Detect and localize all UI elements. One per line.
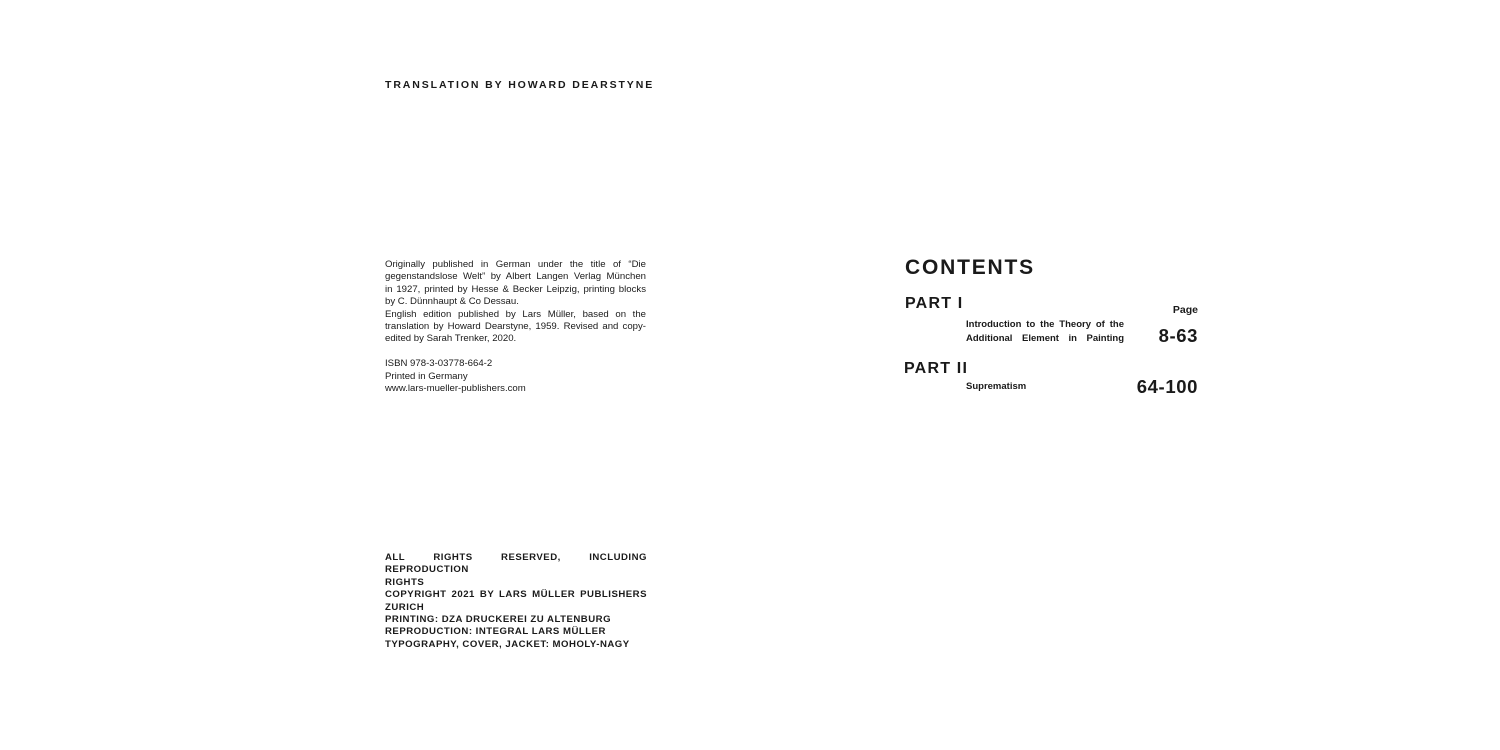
publication-line: Originally published in German under the title of “Die (385, 259, 646, 270)
publication-line: English edition published by Lars Müller, based on the (385, 308, 646, 320)
rights-line: ALL RIGHTS RESERVED, INCLUDING REPRODUCTION (385, 552, 647, 576)
part-1-title (966, 318, 1124, 346)
page-column-label: Page (1172, 304, 1198, 316)
part-1-label: PART I (905, 295, 964, 312)
rights-block (385, 552, 647, 651)
part-2-title: Suprematism (966, 381, 1027, 392)
translation-credit: TRANSLATION BY HOWARD DEARSTYNE (385, 79, 655, 91)
isbn: ISBN 978-3-03778-664-2 (385, 358, 493, 370)
printed-in: Printed in Germany (385, 370, 468, 382)
part-2-pages: 64-100 (1136, 376, 1198, 397)
rights-line: TYPOGRAPHY, COVER, JACKET: MOHOLY-NAGY (385, 638, 630, 650)
publication-info (385, 259, 646, 395)
contents-title: CONTENTS (905, 256, 1035, 279)
rights-line: PRINTING: DZA DRUCKEREI ZU ALTENBURG (385, 614, 612, 626)
publication-line: in 1927, printed by Hesse & Becker Leipzig, printing blocks (385, 283, 646, 295)
rights-line: ZURICH (385, 601, 425, 613)
rights-line: REPRODUCTION: INTEGRAL LARS MÜLLER (385, 626, 606, 638)
publication-line: translation by Howard Dearstyne, 1959. Revised and copy- (385, 321, 646, 333)
part-2-label: PART II (904, 360, 969, 377)
publisher-website: www.lars-mueller-publishers.com (385, 383, 526, 395)
part-1-pages: 8-63 (1158, 325, 1198, 346)
publication-line: gegenstandslose Welt” by Albert Langen Verlag München (385, 271, 646, 283)
rights-line: RIGHTS (385, 576, 425, 588)
part-1-title-line: Additional Element in Painting (966, 333, 1124, 344)
publication-line: by C. Dünnhaupt & Co Dessau. (385, 296, 519, 308)
publication-line: edited by Sarah Trenker, 2020. (385, 333, 517, 345)
rights-line: COPYRIGHT 2021 BY LARS MÜLLER PUBLISHERS (385, 589, 647, 601)
part-1-title-line: Introduction to the Theory of the (966, 319, 1124, 330)
